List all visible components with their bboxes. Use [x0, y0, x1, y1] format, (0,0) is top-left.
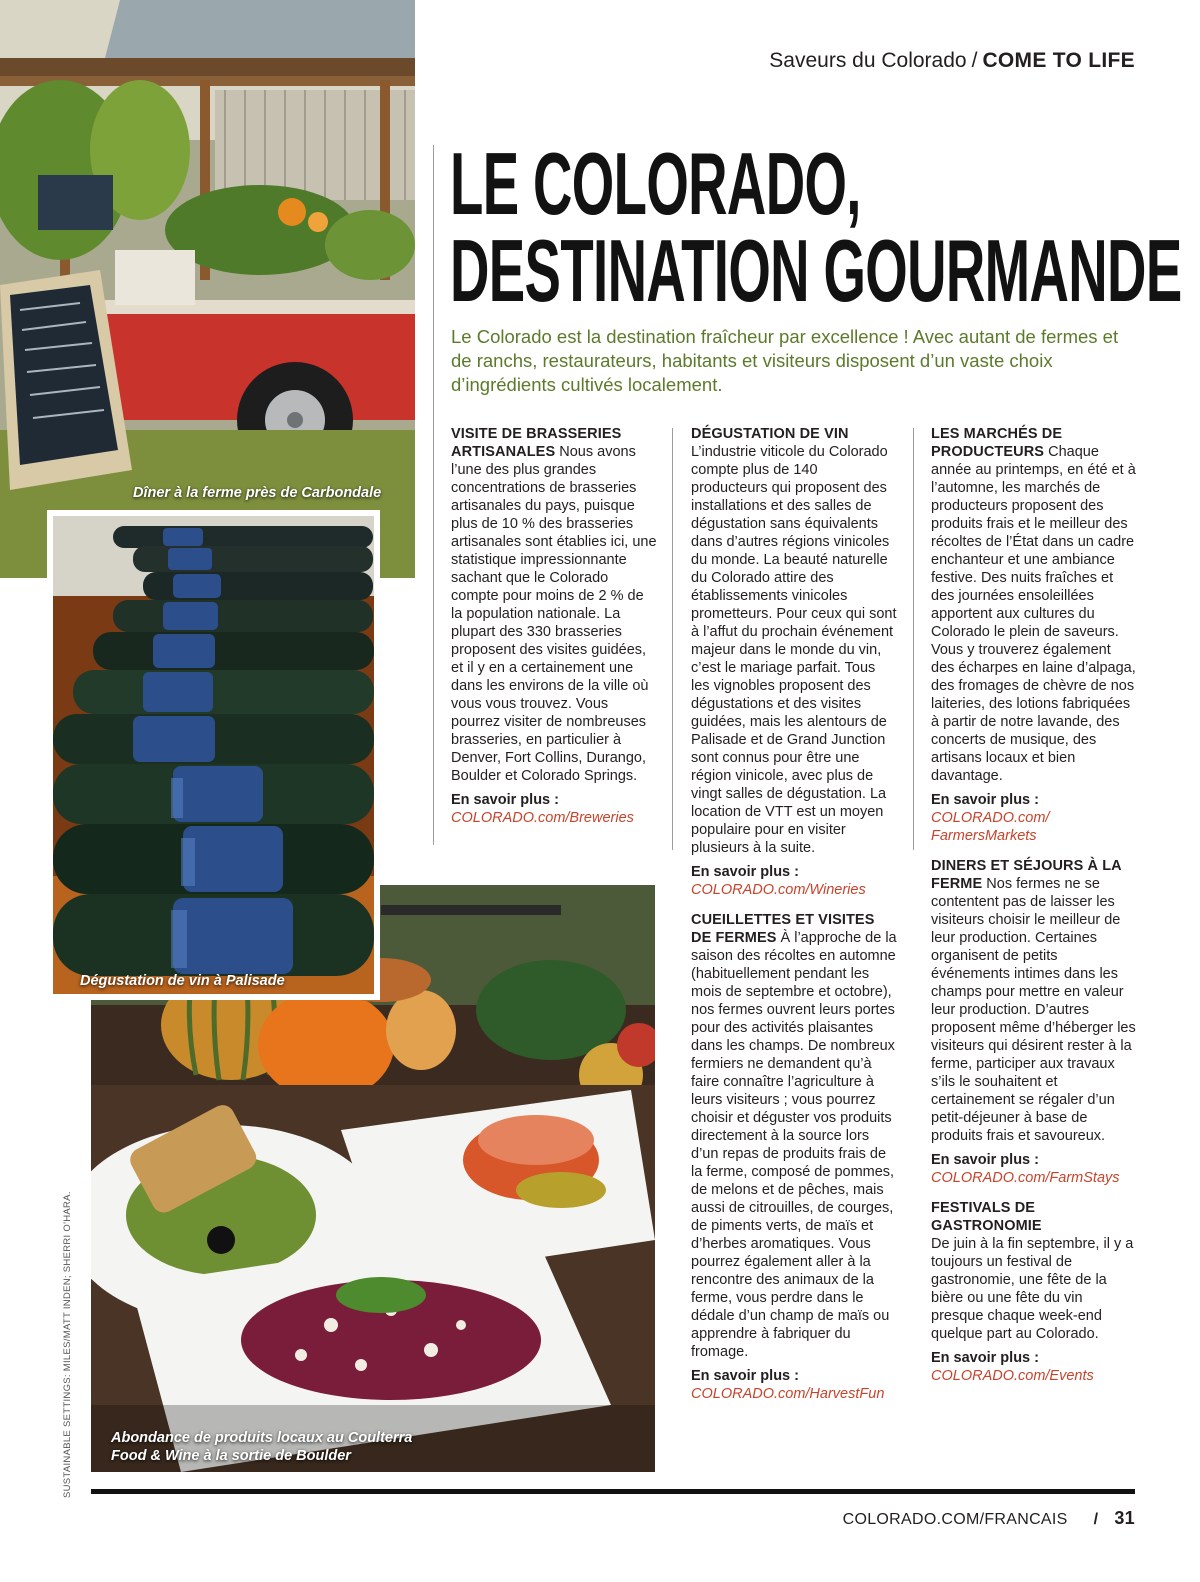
photo-credit: SUSTAINABLE SETTINGS: MILES/MATT INDEN; SHERRI O'HARA.	[62, 1191, 73, 1498]
column-wine-harvest	[691, 425, 897, 1415]
page-title	[450, 134, 1182, 320]
section-wine	[691, 425, 897, 899]
column-divider-2	[913, 428, 914, 850]
section-festivals	[931, 1199, 1137, 1385]
wine-link[interactable]: COLORADO.com/Wineries	[691, 882, 866, 898]
harvest-more-label: En savoir plus :	[691, 1368, 799, 1384]
festivals-link[interactable]: COLORADO.com/Events	[931, 1368, 1094, 1384]
title-rule	[433, 145, 434, 845]
wine-photo-caption: Dégustation de vin à Palisade	[80, 973, 285, 989]
farm-photo-caption: Dîner à la ferme près de Carbondale	[133, 485, 382, 501]
farmstays-link[interactable]: COLORADO.com/FarmStays	[931, 1170, 1120, 1186]
harvest-body: À l’approche de la saison des récoltes en automne (habituellement pendant les mois de septembre et octobre), nos fermes ouvrent leurs portes pour des activités plaisantes dans les champs. De nombreux fermiers ne demandent qu’à faire connaître l’agriculture à leurs visiteurs ; vous pourrez choisir et déguster vos produits directement à la source lors d’un repas de produits frais de la ferme, composé de pommes, de melons et de pêches, mais aussi de citrouilles, de courges, de piments verts, de maïs et d’herbes aromatiques. Vous pourrez également aller à la rencontre des animaux de la ferme, vous perdre dans le dédale d’un champ de maïs ou apprendre à fabriquer du fromage.	[691, 930, 897, 1360]
farmstays-body: Nos fermes ne se contentent pas de laisser les visiteurs choisir le meilleur de leur production. Certaines organisent de petits événements intimes dans les champs pour mettre en valeur leur production. D’autres proposent même d’héberger les visiteurs qui désirent rester à la ferme, participer aux travaux s’ils le souhaitent et certainement se régaler d’un petit-déjeuner à base de produits frais et savoureux.	[931, 876, 1136, 1144]
wine-body: L’industrie viticole du Colorado compte plus de 140 producteurs qui proposent des installations et des salles de dégustation sans équivalents dans d’autres régions vinicoles du monde. La beauté naturelle du Colorado attire des établissements vinicoles prometteurs. Pour ceux qui sont à l’affut du prochain événement majeur dans le monde du vin, c’est le mariage parfait. Tous les vignobles proposent des dégustations et des visites guidées, mais les alentours de Palisade et de Grand Junction sont connus pour être une région vinicole, avec plus de vingt salles de dégustation. La location de VTT est un moyen populaire pour en visiter plusieurs à la suite.	[691, 444, 897, 856]
farmstays-heading: DINERS ET SÉJOURS À LA FERME	[931, 858, 1122, 892]
page-number: 31	[1114, 1508, 1135, 1528]
breweries-heading: VISITE DE BRASSERIES ARTISANALES	[451, 426, 622, 460]
markets-heading: LES MARCHÉS DE PRODUCTEURS	[931, 426, 1063, 460]
section-breweries	[451, 425, 657, 827]
column-divider-1	[672, 428, 673, 850]
footer-site: COLORADO.COM/FRANCAIS	[842, 1511, 1068, 1528]
section-markets	[931, 425, 1137, 845]
food-photo-caption: Abondance de produits locaux au Coulterra Food & Wine à la sortie de Boulder	[111, 1430, 413, 1464]
wine-heading: DÉGUSTATION DE VIN	[691, 426, 849, 442]
wine-tasting-photo	[47, 510, 380, 1000]
harvest-link[interactable]: COLORADO.com/HarvestFun	[691, 1386, 885, 1402]
column-breweries	[451, 425, 657, 839]
wine-bottles-illustration	[53, 516, 374, 994]
markets-body: Chaque année au printemps, en été et à l’automne, les marchés de producteurs proposent des produits frais et le meilleur des récoltes de l’État dans un cadre enchanteur et une ambiance festive. Des nuits fraîches et des journées ensoleillées apportent aux cultures du Colorado le plein de saveurs. Vous y trouverez également des écharpes en laine d’alpaga, des fromages de chèvre de nos laiteries, des lotions fabriquées à partir de notre lavande, des concerts de musique, des artisans locaux et bien davantage.	[931, 444, 1136, 784]
header-tagline: COME TO LIFE	[982, 49, 1135, 72]
footer-rule	[91, 1489, 1135, 1494]
farm-dinner-photo	[0, 0, 415, 578]
breweries-link[interactable]: COLORADO.com/Breweries	[451, 810, 634, 826]
breweries-more-label: En savoir plus :	[451, 792, 559, 808]
farmstays-more-label: En savoir plus :	[931, 1152, 1039, 1168]
running-header	[769, 49, 1135, 73]
festivals-body: De juin à la fin septembre, il y a toujours un festival de gastronomie, une fête de la bière ou une fête du vin presque chaque week-end quelque part au Colorado.	[931, 1236, 1134, 1342]
markets-link[interactable]: COLORADO.com/ FarmersMarkets	[931, 810, 1050, 844]
section-name: Saveurs du Colorado	[769, 49, 967, 72]
column-markets-farms	[931, 425, 1137, 1397]
breweries-body: Nous avons l’une des plus grandes concentrations de brasseries artisanales du pays, puisque plus de 10 % des brasseries artisanales sont établies ici, une statistique impressionnante sachant que le Colorado compte pour moins de 2 % de la population nationale. La plupart des 330 brasseries proposent des visites guidées, et il y en a certainement une dans les environs de la ville où vous vous trouvez. Vous pourrez visiter de nombreuses brasseries, en particulier à Denver, Fort Collins, Durango, Boulder et Colorado Springs.	[451, 444, 657, 784]
section-farmstays	[931, 857, 1137, 1187]
title-line-1: LE COLORADO,	[450, 134, 861, 233]
wine-more-label: En savoir plus :	[691, 864, 799, 880]
title-line-2: DESTINATION GOURMANDE	[450, 221, 1182, 320]
intro-paragraph: Le Colorado est la destination fraîcheur par excellence ! Avec autant de fermes et de ranchs, restaurateurs, habitants et visiteurs disposent d’un vaste choix d’ingrédients cultivés localement.	[451, 326, 1119, 395]
header-separator: /	[971, 49, 978, 72]
section-harvest	[691, 911, 897, 1403]
page-footer	[843, 1508, 1135, 1529]
festivals-more-label: En savoir plus :	[931, 1350, 1039, 1366]
festivals-heading: FESTIVALS DE GASTRONOMIE	[931, 1200, 1042, 1234]
markets-more-label: En savoir plus :	[931, 792, 1039, 808]
footer-separator: /	[1093, 1511, 1099, 1528]
harvest-heading: CUEILLETTES ET VISITES DE FERMES	[691, 912, 875, 946]
